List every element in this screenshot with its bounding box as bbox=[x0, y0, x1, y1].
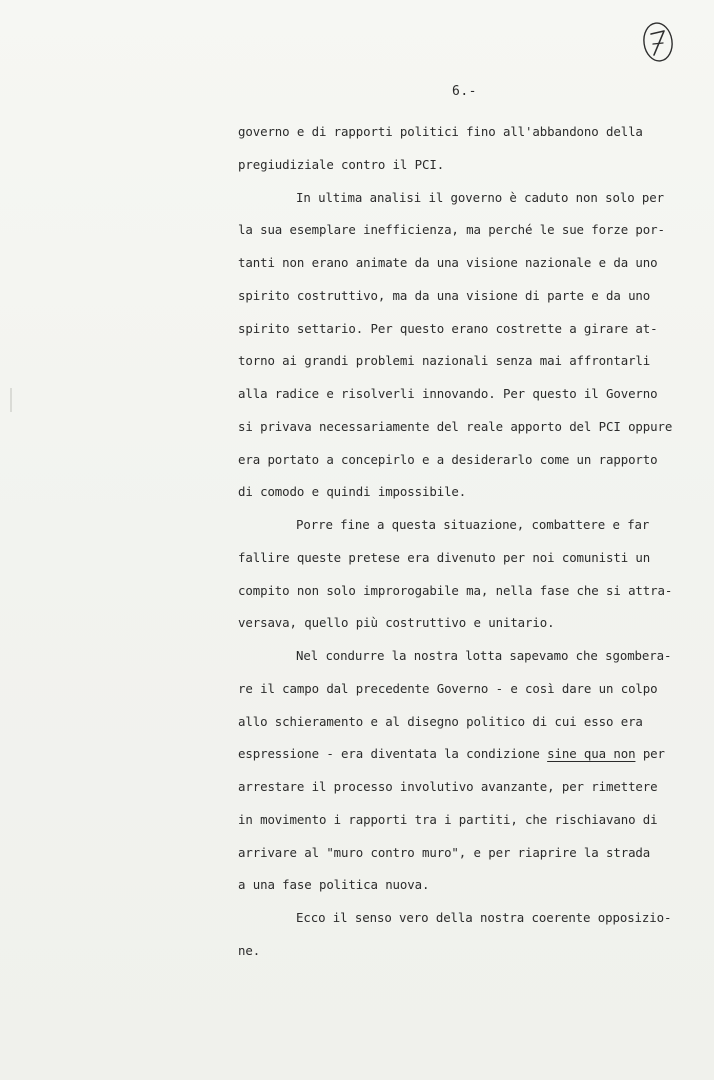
handwritten-folio-number bbox=[640, 18, 676, 66]
circled-folio-mark bbox=[640, 18, 676, 66]
text-line: alla radice e risolverli innovando. Per questo il Governo bbox=[238, 386, 658, 401]
text-line: re il campo dal precedente Governo - e così dare un colpo bbox=[238, 680, 658, 696]
text-line: arrivare al "muro contro muro", e per riaprire la strada bbox=[238, 844, 651, 860]
text-line: a una fase politica nuova. bbox=[238, 877, 430, 893]
text-line: spirito settario. Per questo erano costrette a girare at- bbox=[238, 320, 658, 336]
paragraph-first-line: Ecco il senso vero della nostra coerente opposizio- bbox=[296, 910, 672, 925]
text-line bbox=[238, 738, 665, 771]
text-segment: per bbox=[635, 746, 665, 762]
page-number: 6.- bbox=[452, 84, 477, 99]
text-line: fallire queste pretese era divenuto per noi comunisti un bbox=[238, 549, 651, 565]
scan-edge-mark bbox=[10, 388, 12, 412]
text-line: tanti non erano animate da una visione nazionale e da uno bbox=[238, 255, 658, 270]
text-line: la sua esemplare inefficienza, ma perché le sue forze por- bbox=[238, 222, 665, 238]
text-line: torno ai grandi problemi nazionali senza mai affrontarli bbox=[238, 353, 651, 369]
text-line: compito non solo improrogabile ma, nella fase che si attra- bbox=[238, 582, 673, 598]
underlined-phrase: sine qua non bbox=[547, 746, 636, 762]
text-line: governo e di rapporti politici fino all'abbandono della bbox=[238, 124, 643, 139]
paragraph-first-line: Nel condurre la nostra lotta sapevamo che sgombera- bbox=[296, 648, 672, 663]
body-text bbox=[238, 116, 673, 968]
text-line: si privava necessariamente del reale apporto del PCI oppure bbox=[238, 418, 673, 434]
text-line: allo schieramento e al disegno politico di cui esso era bbox=[238, 713, 643, 729]
text-line: versava, quello più costruttivo e unitario. bbox=[238, 615, 555, 631]
text-line: pregiudiziale contro il PCI. bbox=[238, 156, 445, 172]
text-line: di comodo e quindi impossibile. bbox=[238, 484, 467, 500]
text-line: era portato a concepirlo e a desiderarlo come un rapporto bbox=[238, 451, 658, 467]
text-line: ne. bbox=[238, 942, 261, 958]
text-segment: espressione - era diventata la condizione bbox=[238, 746, 548, 762]
text-line: in movimento i rapporti tra i partiti, che rischiavano di bbox=[238, 811, 658, 827]
text-line: arrestare il processo involutivo avanzante, per rimettere bbox=[238, 779, 658, 794]
paragraph-first-line: Porre fine a questa situazione, combattere e far bbox=[296, 517, 650, 532]
text-line: spirito costruttivo, ma da una visione di parte e da uno bbox=[238, 287, 651, 303]
paragraph-first-line: In ultima analisi il governo è caduto non solo per bbox=[296, 189, 664, 205]
